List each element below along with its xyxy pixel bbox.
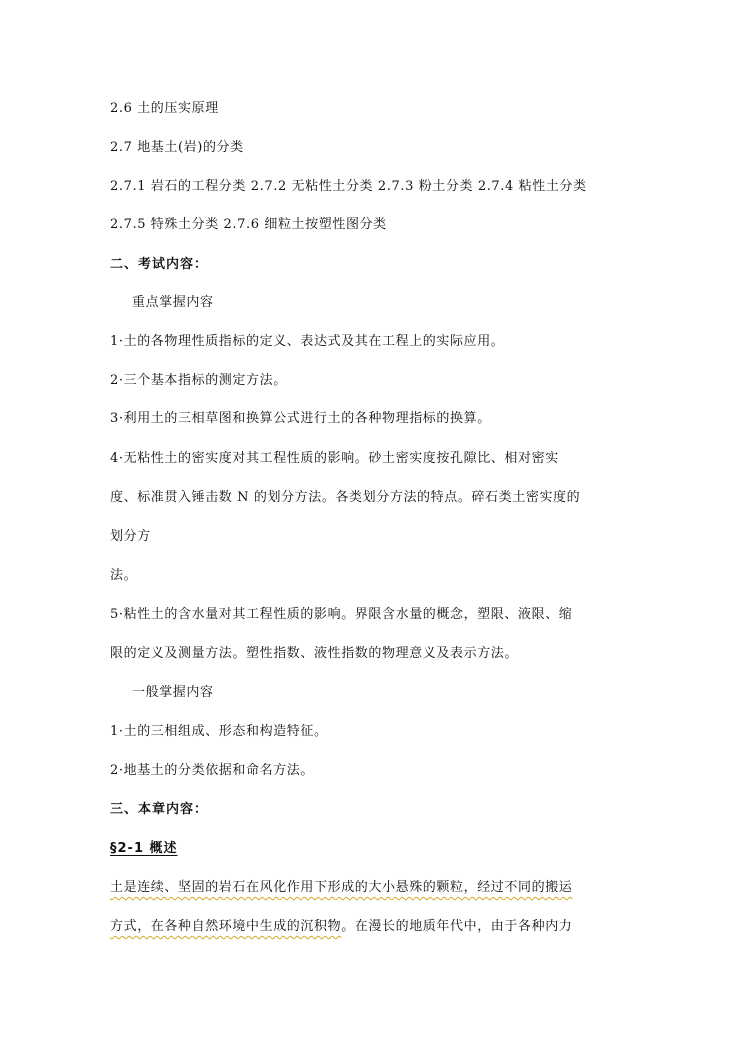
- outline-2-7-1-to-4: 2.7.1 岩石的工程分类 2.7.2 无粘性土分类 2.7.3 粉土分类 2.7.4 粘性土分类: [110, 179, 587, 194]
- paragraph-line-2: [110, 919, 572, 935]
- key-item-4-line4: 法。: [110, 568, 138, 583]
- key-item-5-line2: 限的定义及测量方法。塑性指数、液性指数的物理意义及表示方法。: [110, 646, 519, 661]
- section-heading-chapter: 三、本章内容：: [110, 802, 209, 817]
- key-item-1: 1·土的各物理性质指标的定义、表达式及其在工程上的实际应用。: [110, 334, 505, 349]
- key-item-4-line3: 划分方: [110, 529, 151, 544]
- key-item-5-line1: 5·粘性土的含水量对其工程性质的影响。界限含水量的概念，塑限、液限、缩: [110, 607, 573, 622]
- paragraph-line-2-rest: 。在漫长的地质年代中，由于各种内力: [341, 919, 573, 934]
- general-content-title: 一般掌握内容: [132, 685, 214, 700]
- paragraph-line-1: 土是连续、坚固的岩石在风化作用下形成的大小悬殊的颗粒，经过不同的搬运: [110, 880, 573, 895]
- outline-2-7-5-to-6: 2.7.5 特殊土分类 2.7.6 细粒土按塑性图分类: [110, 217, 387, 232]
- outline-2-7: 2.7 地基土(岩)的分类: [110, 140, 244, 155]
- subsection-heading-overview: §2-1 概述: [110, 841, 178, 856]
- section-heading-exam: 二、考试内容：: [110, 257, 209, 272]
- key-content-title: 重点掌握内容: [132, 295, 214, 310]
- outline-2-6: 2.6 土的压实原理: [110, 101, 219, 116]
- key-item-2: 2·三个基本指标的测定方法。: [110, 373, 287, 388]
- key-item-4-line1: 4·无粘性土的密实度对其工程性质的影响。砂土密实度按孔隙比、相对密实: [110, 451, 559, 466]
- key-item-4-line2: 度、标准贯入锤击数 N 的划分方法。各类划分方法的特点。碎石类土密实度的: [110, 490, 581, 505]
- paragraph-line-2-marked: 方式，在各种自然环境中生成的沉积物: [110, 919, 342, 934]
- general-item-2: 2·地基土的分类依据和命名方法。: [110, 763, 315, 778]
- key-item-3: 3·利用土的三相草图和换算公式进行土的各种物理指标的换算。: [110, 411, 491, 426]
- general-item-1: 1·土的三相组成、形态和构造特征。: [110, 724, 328, 739]
